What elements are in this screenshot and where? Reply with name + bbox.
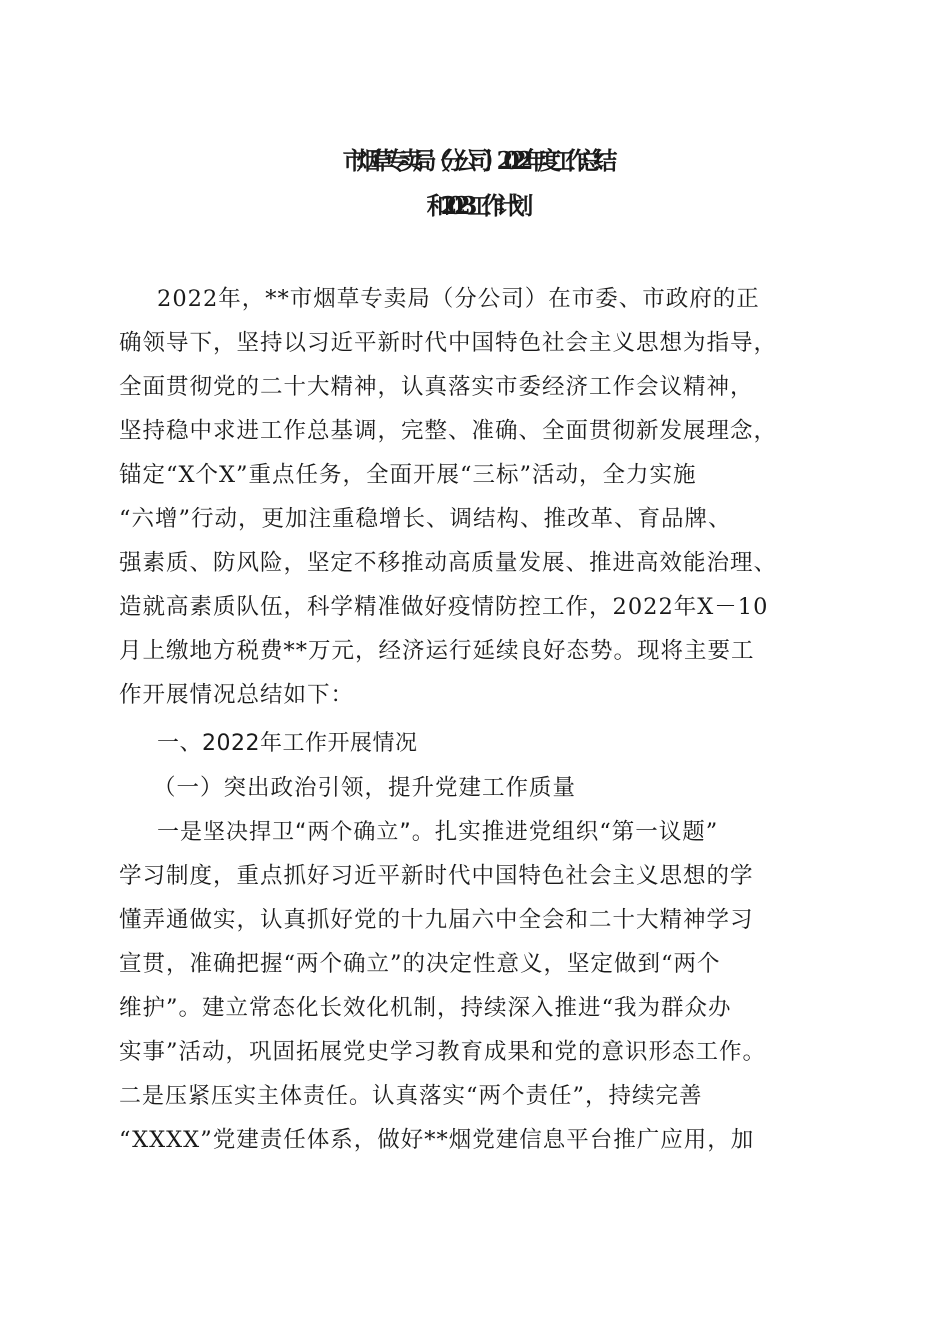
item-2-first-line	[119, 1081, 703, 1112]
intro-line-6: “六增”行动，更加注重稳增长、调结构、推改革、育品牌、	[119, 506, 732, 532]
item-1-line-4: 宣贯，准确把握“两个确立”的决定性意义，坚定做到“两个	[119, 951, 721, 977]
intro-line-3: 全面贯彻党的二十大精神，认真落实市委经济工作会议精神，	[119, 374, 754, 400]
intro-line-2: 确领导下，坚持以习近平新时代中国特色社会主义思想为指导，	[119, 330, 778, 356]
intro-line-7: 强素质、防风险，坚定不移推动高质量发展、推进高效能治理、	[119, 550, 778, 576]
intro-line-8: 造就高素质队伍，科学精准做好疫情防控工作，2022年X－10	[119, 594, 769, 620]
intro-line-1: 2022年，**市烟草专卖局（分公司）在市委、市政府的正	[157, 286, 760, 312]
subsection-heading-1: （一）突出政治引领，提升党建工作质量	[153, 775, 577, 801]
intro-line-10: 作开展情况总结如下：	[119, 682, 355, 708]
document-title-line-1: 市烟草专卖局（分公司）2022年度工作总结	[342, 146, 608, 175]
document-title-line-2: 和2023工作计划	[426, 191, 524, 220]
section-heading-1: 一、2022年工作开展情况	[157, 731, 418, 756]
item-1-line-3: 懂弄通做实，认真抓好党的十九届六中全会和二十大精神学习	[119, 907, 754, 933]
item-2-line-2: “XXXX”党建责任体系，做好**烟党建信息平台推广应用，加	[119, 1127, 755, 1153]
item-1-line-2: 学习制度，重点抓好习近平新时代中国特色社会主义思想的学	[119, 863, 754, 889]
intro-line-4: 坚持稳中求进工作总基调，完整、准确、全面贯彻新发展理念，	[119, 418, 778, 444]
item-1-first-line	[157, 817, 718, 848]
item-2-lead: 二是压紧压实主体责任。	[119, 1084, 373, 1109]
item-1-lead: 一是坚决捍卫“两个确立”。	[157, 820, 435, 845]
item-1-first-rest: 扎实推进党组织“第一议题”	[434, 819, 719, 845]
item-2-first-rest: 认真落实“两个责任”，持续完善	[372, 1083, 703, 1109]
intro-line-9: 月上缴地方税费**万元，经济运行延续良好态势。现将主要工	[119, 638, 755, 664]
intro-line-5: 锚定“X个X”重点任务，全面开展“三标”活动，全力实施	[119, 462, 697, 488]
item-1-line-5: 维护”。建立常态化长效化机制，持续深入推进“我为群众办	[119, 995, 732, 1021]
item-1-line-6: 实事”活动，巩固拓展党史学习教育成果和党的意识形态工作。	[119, 1039, 767, 1065]
